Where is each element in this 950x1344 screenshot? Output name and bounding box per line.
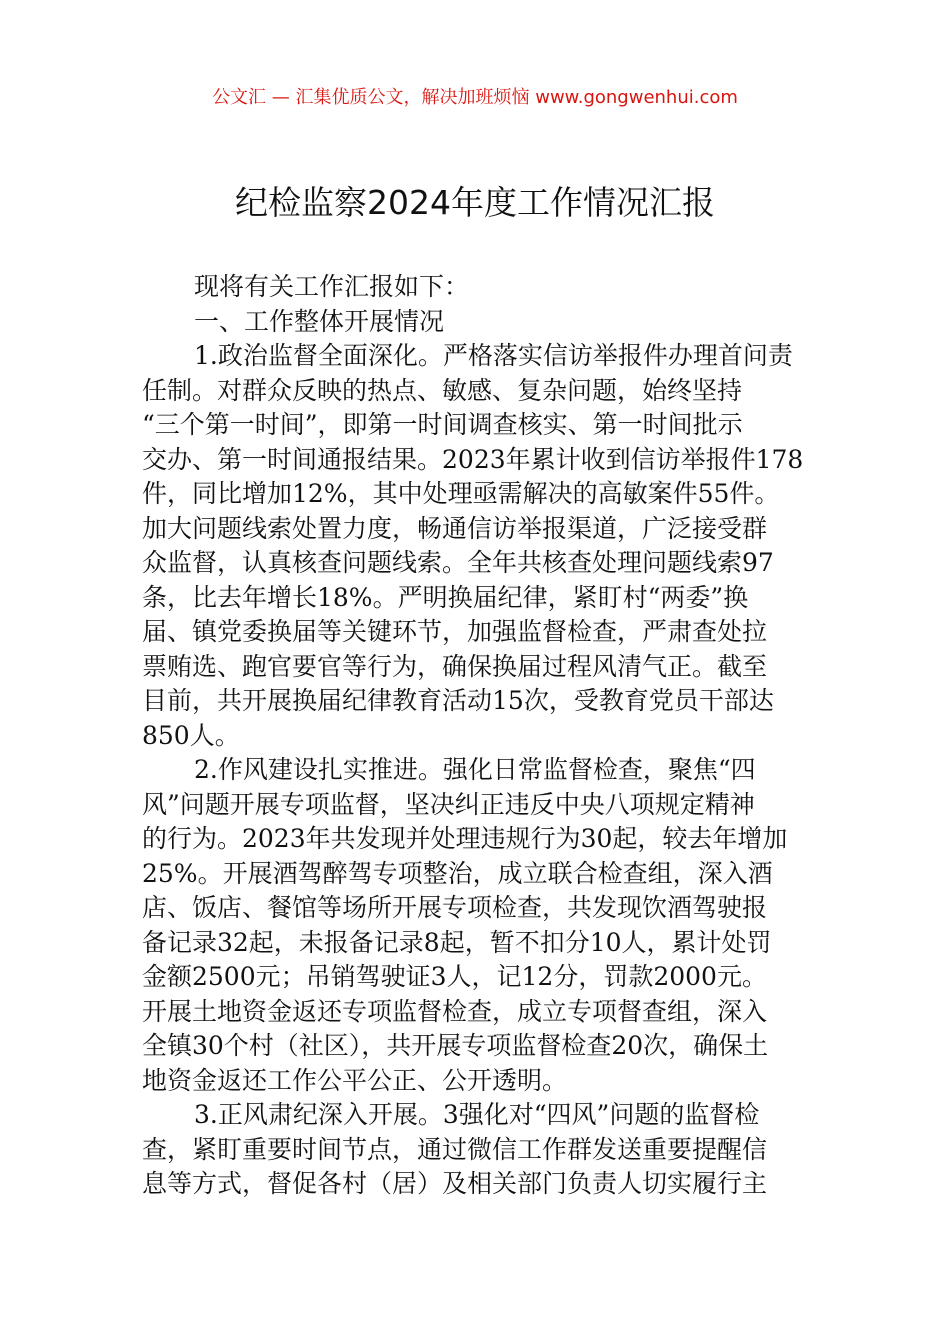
text-line: 3.正风肃纪深入开展。3强化对“四风”问题的监督检	[194, 1100, 760, 1129]
text-line: 850人。	[142, 720, 240, 750]
text-line: 25%。开展酒驾醉驾专项整治，成立联合检查组，深入酒	[142, 858, 773, 888]
text-line: 的行为。2023年共发现并处理违规行为30起，较去年增加	[142, 824, 788, 853]
document-title: 纪检监察2024年度工作情况汇报	[235, 183, 715, 222]
document-body	[142, 270, 812, 1202]
text-line: 1.政治监督全面深化。严格落实信访举报件办理首问责	[194, 341, 793, 370]
text-line: 目前，共开展换届纪律教育活动15次，受教育党员干部达	[142, 686, 774, 715]
text-line: 地资金返还工作公平公正、公开透明。	[142, 1065, 568, 1095]
text-line: 息等方式，督促各村（居）及相关部门负责人切实履行主	[142, 1169, 768, 1198]
text-line: 店、饭店、餐馆等场所开展专项检查，共发现饮酒驾驶报	[142, 893, 768, 922]
text-line: 交办、第一时间通报结果。2023年累计收到信访举报件178	[142, 444, 804, 474]
text-line: 票贿选、跑官要官等行为，确保换届过程风清气正。截至	[142, 651, 768, 681]
site-banner: 公文汇 — 汇集优质公文，解决加班烦恼 www.gongwenhui.com	[212, 87, 738, 108]
text-line: 加大问题线索处置力度，畅通信访举报渠道，广泛接受群	[142, 513, 768, 543]
text-line: 现将有关工作汇报如下：	[194, 272, 470, 301]
text-line: 备记录32起，未报备记录8起，暂不扣分10人，累计处罚	[142, 927, 772, 957]
text-line: 任制。对群众反映的热点、敏感、复杂问题，始终坚持	[142, 375, 743, 405]
text-line: 条，比去年增长18%。严明换届纪律，紧盯村“两委”换	[142, 582, 749, 612]
text-line: “三个第一时间”，即第一时间调查核实、第一时间批示	[142, 410, 743, 439]
text-line: 众监督，认真核查问题线索。全年共核查处理问题线索97	[142, 548, 774, 577]
text-line: 全镇30个村（社区），共开展专项监督检查20次，确保土	[142, 1031, 769, 1060]
text-line: 开展土地资金返还专项监督检查，成立专项督查组，深入	[142, 996, 768, 1026]
text-line: 2.作风建设扎实推进。强化日常监督检查，聚焦“四	[194, 755, 756, 784]
text-line: 件，同比增加12%，其中处理亟需解决的高敏案件55件。	[142, 479, 780, 508]
text-line: 查，紧盯重要时间节点，通过微信工作群发送重要提醒信	[142, 1134, 768, 1164]
text-line: 一、工作整体开展情况	[194, 306, 445, 336]
text-line: 金额2500元；吊销驾驶证3人，记12分，罚款2000元。	[142, 962, 767, 991]
text-line: 届、镇党委换届等关键环节，加强监督检查，严肃查处拉	[142, 617, 768, 646]
text-line: 风”问题开展专项监督，坚决纠正违反中央八项规定精神	[142, 789, 755, 819]
